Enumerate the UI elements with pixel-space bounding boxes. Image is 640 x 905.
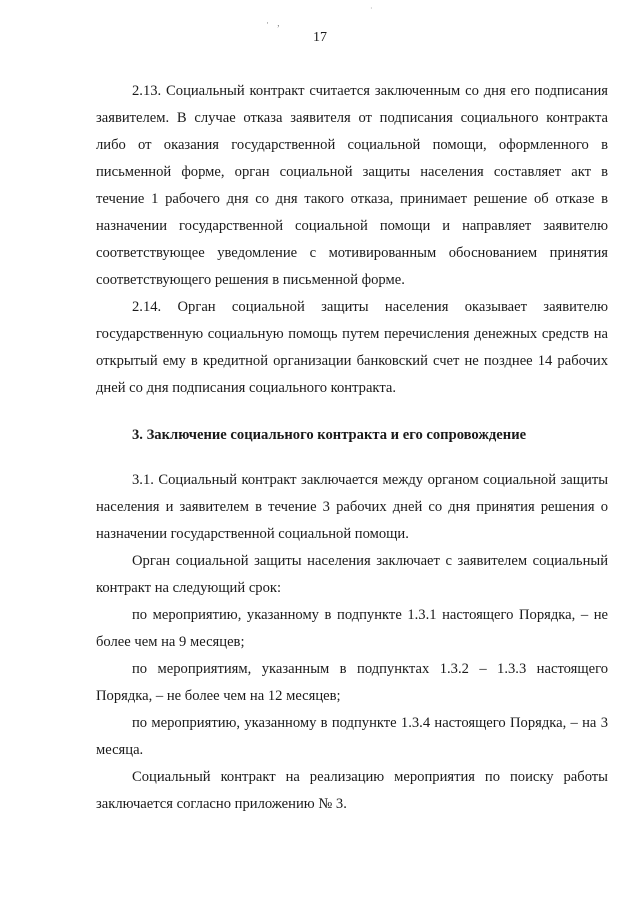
page-number: 17	[313, 30, 327, 45]
scan-artifact-mark: · ,	[266, 18, 283, 28]
list-item-term-1-3-1: по мероприятию, указанному в подпункте 1.3.1 настоящего Порядка, – не более чем на 9 месяцев;	[96, 607, 608, 650]
paragraph-contract-term-intro: Орган социальной защиты населения заключает с заявителем социальный контракт на следующий срок:	[96, 553, 608, 596]
paragraph-job-search-contract: Социальный контракт на реализацию мероприятия по поиску работы заключается согласно приложению № 3.	[96, 769, 608, 812]
list-item-term-1-3-4: по мероприятию, указанному в подпункте 1.3.4 настоящего Порядка, – на 3 месяца.	[96, 715, 608, 758]
scan-artifact-mark-2: ·	[370, 4, 373, 13]
list-item-term-1-3-2-1-3-3: по мероприятиям, указанным в подпунктах 1.3.2 – 1.3.3 настоящего Порядка, – не более чем на 12 месяцев;	[96, 661, 608, 704]
paragraph-2-13: 2.13. Социальный контракт считается заключенным со дня его подписания заявителем. В случае отказа заявителя от подписания социального контракта либо от оказания государственной социальной помощи, оформленного в письменной форме, орган социальной защиты населения составляет акт в течение 1 рабочего дня со дня такого отказа, принимает решение об отказе в назначении государственной социальной помощи и направляет заявителю соответствующее уведомление с мотивированным обоснованием принятия соответствующего решения в письменной форме.	[96, 83, 608, 288]
paragraph-2-14: 2.14. Орган социальной защиты населения оказывает заявителю государственную социальную помощь путем перечисления денежных средств на открытый ему в кредитной организации банковский счет не позднее 14 рабочих дней со дня подписания социального контракта.	[96, 299, 608, 396]
paragraph-3-1: 3.1. Социальный контракт заключается между органом социальной защиты населения и заявителем в течение 3 рабочих дней со дня принятия решения о назначении государственной социальной помощи.	[96, 472, 608, 542]
document-body	[96, 78, 608, 818]
section-heading: 3. Заключение социального контракта и его сопровождение	[132, 427, 527, 443]
